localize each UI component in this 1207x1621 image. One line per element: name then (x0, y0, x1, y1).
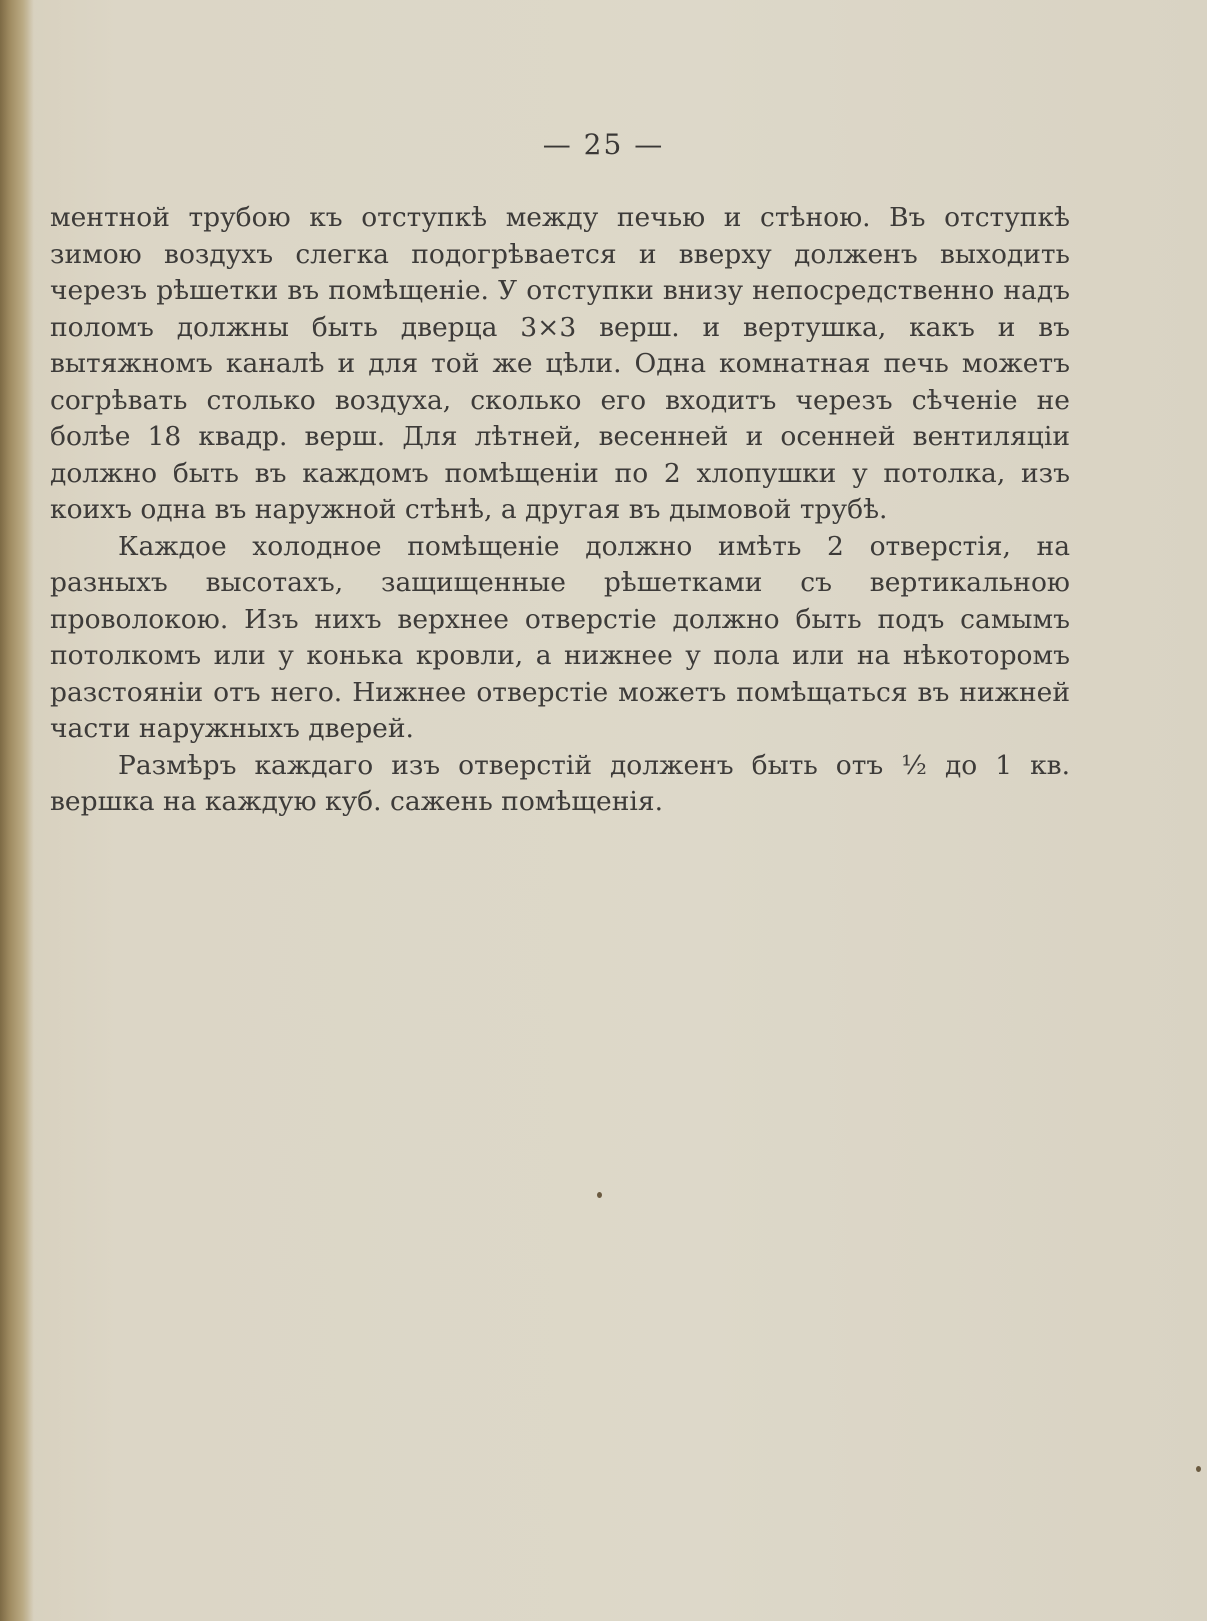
paragraph-cold-rooms: Каждое холодное помѣщеніе должно имѣть 2 отверстія, на разныхъ высотахъ, защищенные рѣшетками съ вертикальною проволокою. Изъ нихъ верхнее отверстіе должно быть подъ самымъ потолкомъ или у конька кровли, а нижнее у пола или на нѣкоторомъ разстояніи отъ него. Нижнее отверстіе можетъ помѣщаться въ нижней части наружныхъ дверей. (50, 530, 1070, 744)
book-spine-shadow (0, 0, 34, 1621)
body-text (50, 200, 1070, 821)
paragraph-ventilation-stove: ментной трубою къ отступкѣ между печью и стѣною. Въ отступкѣ зимою воздухъ слегка подогрѣвается и вверху долженъ выходить черезъ рѣшетки въ помѣщеніе. У отступки внизу непосредственно надъ поломъ должны быть дверца 3×3 верш. и вертушка, какъ и въ вытяжномъ каналѣ и для той же цѣли. Одна комнатная печь можетъ согрѣвать столько воздуха, сколько его входитъ черезъ сѣченіе не болѣе 18 квадр. верш. Для лѣтней, весенней и осенней вентиляціи должно быть въ каждомъ помѣщеніи по 2 хлопушки у потолка, изъ коихъ одна въ наружной стѣнѣ, а другая въ дымовой трубѣ. (50, 202, 1070, 525)
paragraph-opening-size: Размѣръ каждаго изъ отверстій долженъ быть отъ ½ до 1 кв. вершка на каждую куб. сажень помѣщенія. (50, 749, 1070, 817)
paper-speck (597, 1192, 602, 1198)
paper-speck (1196, 1466, 1201, 1472)
page-number: — 25 — (542, 128, 665, 161)
